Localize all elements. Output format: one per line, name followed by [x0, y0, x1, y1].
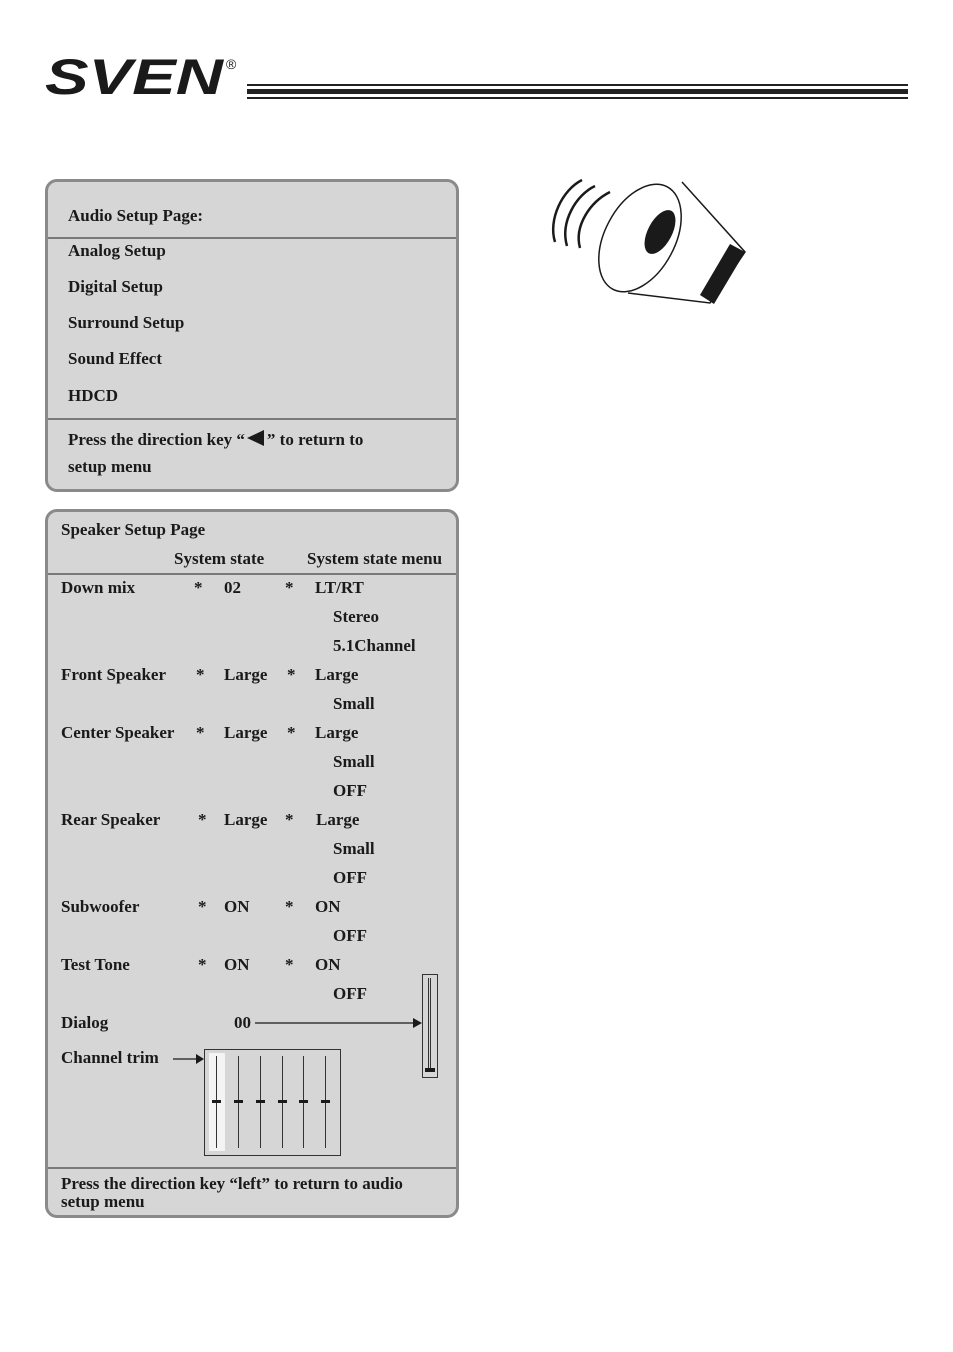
- audio-footer-line2: setup menu: [68, 457, 152, 476]
- channel-slider-handle[interactable]: [234, 1100, 243, 1103]
- option-stereo[interactable]: Stereo: [333, 607, 379, 626]
- footer-text-start: Press the direction key “: [68, 430, 245, 449]
- channel-slider-handle[interactable]: [256, 1100, 265, 1103]
- slider-handle[interactable]: [425, 1068, 435, 1072]
- setting-value-rear-speaker[interactable]: Large: [224, 810, 268, 829]
- setting-label-channel-trim: Channel trim: [61, 1048, 159, 1067]
- star-marker: *: [285, 810, 294, 829]
- audio-setup-panel: [45, 179, 459, 492]
- left-arrow-icon: [247, 430, 265, 446]
- setting-label-center-speaker: Center Speaker: [61, 723, 175, 742]
- option-off[interactable]: OFF: [333, 926, 367, 945]
- option-off[interactable]: OFF: [333, 868, 367, 887]
- speaker-setup-title: Speaker Setup Page: [61, 520, 206, 539]
- speaker-footer-line2: setup menu: [61, 1192, 145, 1211]
- slider-track: [428, 978, 431, 1070]
- divider: [48, 1167, 456, 1169]
- star-marker: *: [287, 723, 296, 742]
- option-large[interactable]: Large: [315, 723, 359, 742]
- menu-item-surround-setup[interactable]: Surround Setup: [68, 313, 185, 332]
- star-marker: *: [287, 665, 296, 684]
- menu-item-digital-setup[interactable]: Digital Setup: [68, 277, 163, 296]
- registered-mark: ®: [226, 56, 237, 72]
- divider: [48, 418, 456, 420]
- star-marker: *: [285, 897, 294, 916]
- star-marker: *: [194, 578, 203, 597]
- speaker-footer-line1: Press the direction key “left” to return to audio: [61, 1174, 403, 1193]
- star-marker: *: [198, 897, 207, 916]
- setting-value-center-speaker[interactable]: Large: [224, 723, 268, 742]
- option-on[interactable]: ON: [315, 955, 341, 974]
- speaker-setup-panel: [45, 509, 459, 1218]
- header-rule: [247, 89, 908, 94]
- star-marker: *: [285, 955, 294, 974]
- option-off[interactable]: OFF: [333, 984, 367, 1003]
- menu-item-analog-setup[interactable]: Analog Setup: [68, 241, 166, 260]
- channel-slider-handle[interactable]: [278, 1100, 287, 1103]
- star-marker: *: [196, 723, 205, 742]
- brand-text: SVEN: [45, 52, 225, 102]
- channel-slider-handle[interactable]: [321, 1100, 330, 1103]
- star-marker: *: [196, 665, 205, 684]
- option-large[interactable]: Large: [315, 665, 359, 684]
- option-lt-rt[interactable]: LT/RT: [315, 578, 364, 597]
- setting-label-down-mix: Down mix: [61, 578, 136, 597]
- divider: [48, 237, 456, 239]
- column-header-system-state: System state: [174, 549, 265, 568]
- dialog-level-slider[interactable]: [422, 974, 438, 1078]
- option-5-1-channel[interactable]: 5.1Channel: [333, 636, 416, 655]
- setting-label-rear-speaker: Rear Speaker: [61, 810, 161, 829]
- star-marker: *: [198, 810, 207, 829]
- audio-footer-text: [68, 430, 363, 450]
- menu-item-hdcd[interactable]: HDCD: [68, 386, 119, 405]
- star-marker: *: [285, 578, 294, 597]
- header-rule: [247, 97, 908, 99]
- option-on[interactable]: ON: [315, 897, 341, 916]
- setting-label-subwoofer: Subwoofer: [61, 897, 140, 916]
- option-off[interactable]: OFF: [333, 781, 367, 800]
- setting-label-front-speaker: Front Speaker: [61, 665, 166, 684]
- option-small[interactable]: Small: [333, 752, 375, 771]
- channel-slider-handle[interactable]: [212, 1100, 221, 1103]
- setting-value-test-tone[interactable]: ON: [224, 955, 250, 974]
- divider: [48, 573, 456, 575]
- channel-slider-handle[interactable]: [299, 1100, 308, 1103]
- setting-value-dialog[interactable]: 00: [234, 1013, 251, 1032]
- channel-trim-sliders[interactable]: [204, 1049, 341, 1156]
- menu-item-sound-effect[interactable]: Sound Effect: [68, 349, 162, 368]
- audio-setup-title: Audio Setup Page:: [68, 206, 204, 225]
- option-small[interactable]: Small: [333, 694, 375, 713]
- setting-value-down-mix[interactable]: 02: [224, 578, 241, 597]
- setting-value-front-speaker[interactable]: Large: [224, 665, 268, 684]
- star-marker: *: [198, 955, 207, 974]
- setting-label-test-tone: Test Tone: [61, 955, 130, 974]
- option-large[interactable]: Large: [316, 810, 360, 829]
- column-header-system-state-menu: System state menu: [307, 549, 443, 568]
- setting-label-dialog: Dialog: [61, 1013, 109, 1032]
- dialog-arrow-icon: [255, 1015, 423, 1031]
- sven-logo: [45, 52, 225, 102]
- footer-text-end: ” to return to: [266, 430, 364, 449]
- header-rule: [247, 84, 908, 86]
- channel-trim-arrow-icon: [173, 1052, 205, 1066]
- speaker-icon: [540, 170, 760, 315]
- setting-value-subwoofer[interactable]: ON: [224, 897, 250, 916]
- option-small[interactable]: Small: [333, 839, 375, 858]
